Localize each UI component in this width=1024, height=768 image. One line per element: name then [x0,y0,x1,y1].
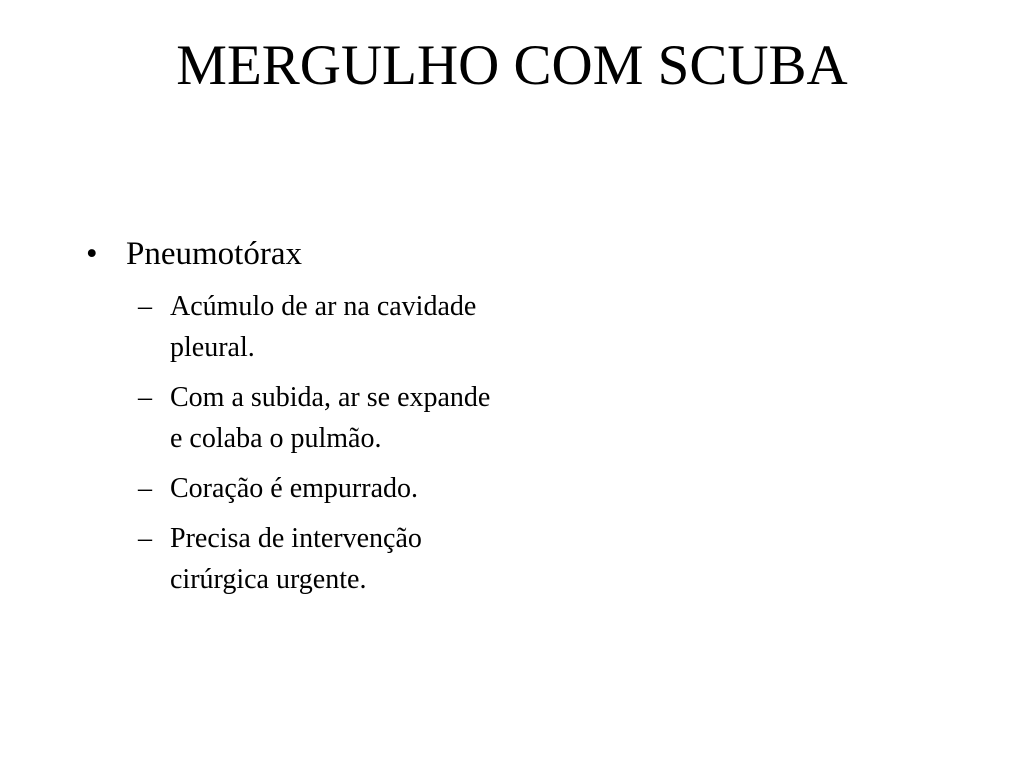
dash-marker: – [138,473,152,504]
bullet-marker: • [86,236,98,272]
sub-bullet-item [138,286,498,368]
sub-bullet-item [138,518,498,600]
dash-marker: – [138,523,152,554]
sub-bullet-text: Coração é empurrado. [170,473,418,504]
sub-bullet-text: Precisa de intervenção cirúrgica urgente. [170,523,422,595]
sub-bullet-item [138,468,498,509]
slide-title: MERGULHO COM SCUBA [176,34,848,97]
sub-bullet-text: Acúmulo de ar na cavidade pleural. [170,291,477,363]
sub-bullet-list [138,286,498,609]
sub-bullet-text: Com a subida, ar se expande e colaba o pulmão. [170,382,491,454]
dash-marker: – [138,291,152,322]
sub-bullet-item [138,377,498,459]
bullet-item-pneumotorax [86,232,302,276]
bullet-label: Pneumotórax [126,236,302,272]
dash-marker: – [138,382,152,413]
